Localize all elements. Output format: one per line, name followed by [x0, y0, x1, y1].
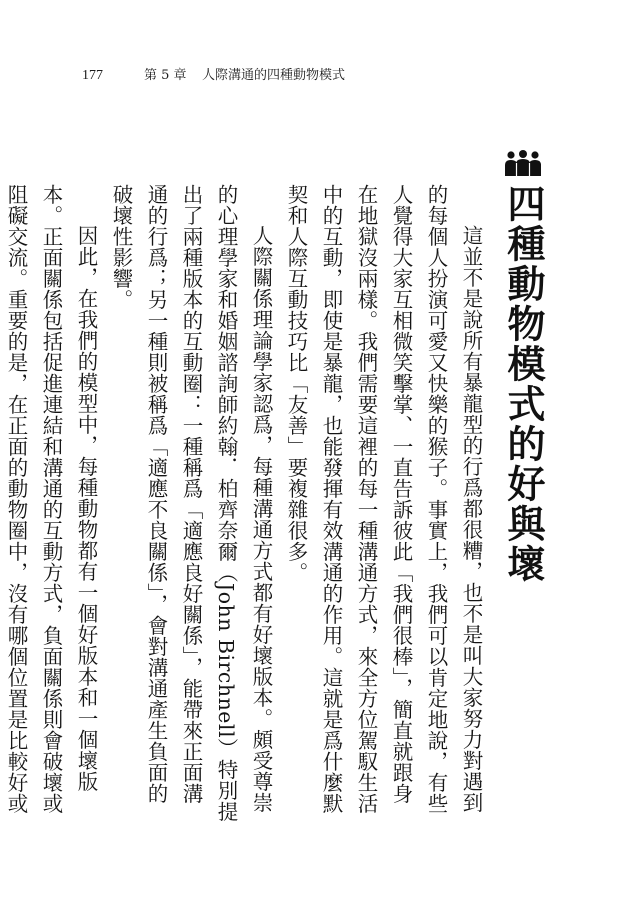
paragraph: 因此，在我們的模型中，每種動物都有一個好版本和一個壞版本。正面關係包括促進連結和溝通的互動方式，負面關係則會破壞或阻礙交流。重要的是，在正面的動物圈中，沒有哪個位置是比較好或	[4, 184, 98, 814]
chapter-title: 人際溝通的四種動物模式	[202, 68, 346, 83]
people-group-icon	[503, 150, 543, 176]
body-text	[4, 184, 488, 824]
paragraph: 這並不是說所有暴龍型的行爲都很糟，也不是叫大家努力對遇到的每個人扮演可愛又快樂的猴子。事實上，我們可以肯定地說，有些人覺得大家互相微笑擊掌、一直告訴彼此「我們很棒」，簡直就跟身在地獄沒兩樣。我們需要這裡的每一種溝通方式，來全方位駕馭生活中的互動，即使是暴龍，也能發揮有效溝通的作用。這就是爲什麼默契和人際互動技巧比「友善」要複雜很多。	[284, 184, 483, 814]
paragraph: 人際關係理論學家認爲，每種溝通方式都有好壞版本。頗受尊崇的心理學家和婚姻諮詢師約翰．柏齊奈爾（John Birchnell）特別提出了兩種版本的互動圈：一種稱爲「適應良好關係」，能帶來正面溝通的行爲；另一種則被稱爲「適應不良關係」，會對溝通產生負面的破壞性影響。	[109, 184, 273, 823]
section-title: 四種動物模式的好與壞	[501, 184, 546, 584]
page-number: 177	[82, 68, 103, 83]
chapter-label: 第 5 章	[144, 68, 187, 83]
